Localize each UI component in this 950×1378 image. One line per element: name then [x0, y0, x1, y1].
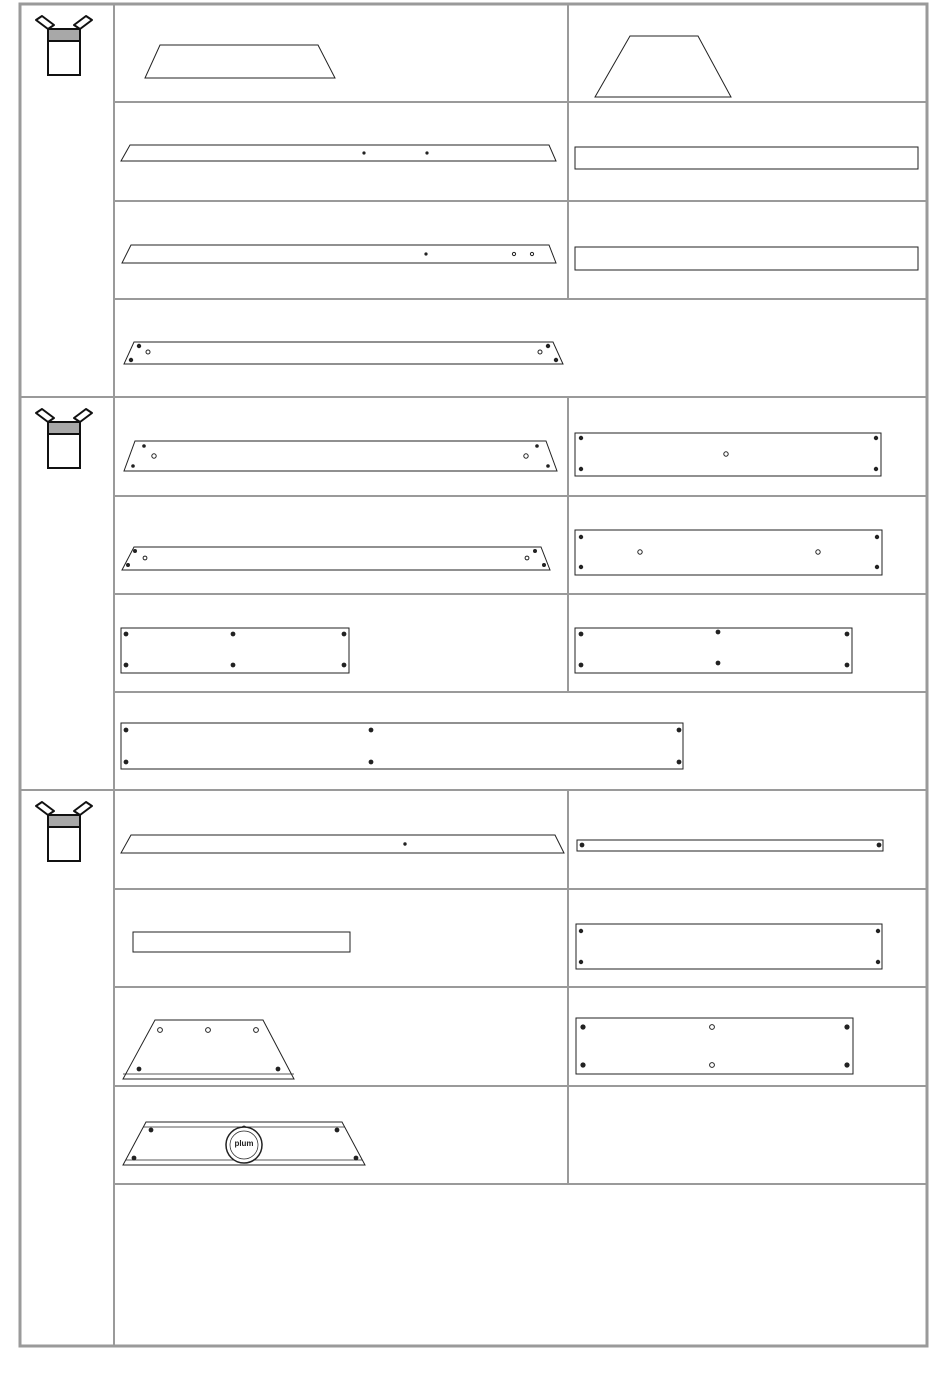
part-panel-b — [575, 530, 882, 575]
part-panel-f — [576, 1018, 853, 1074]
part-logo-plate — [123, 1122, 365, 1165]
part-panel-long — [121, 723, 683, 769]
part-rail-c — [121, 835, 564, 853]
open-box-icon — [36, 802, 92, 861]
part-panel-a — [575, 433, 881, 476]
part-bar-3 — [133, 932, 350, 952]
part-trapezoid-tall — [595, 36, 731, 97]
part-rail-wide — [124, 342, 563, 364]
part-bar-1 — [575, 147, 918, 169]
part-panel-e — [576, 924, 882, 969]
part-rail-b — [122, 547, 550, 570]
open-box-icon — [36, 16, 92, 75]
part-bar-2 — [575, 247, 918, 270]
part-panel-d — [575, 628, 852, 673]
plum-logo-text: plum — [234, 1139, 254, 1148]
plum-logo — [226, 1127, 262, 1163]
part-strip — [577, 840, 883, 851]
part-rail-long-1 — [121, 145, 556, 161]
part-trapezoid-top-small — [145, 45, 335, 78]
part-rail-long-2 — [122, 245, 556, 263]
part-rail-a — [124, 441, 557, 471]
part-panel-c — [121, 628, 349, 673]
open-box-icon — [36, 409, 92, 468]
part-trapezoid-plate — [123, 1020, 294, 1079]
